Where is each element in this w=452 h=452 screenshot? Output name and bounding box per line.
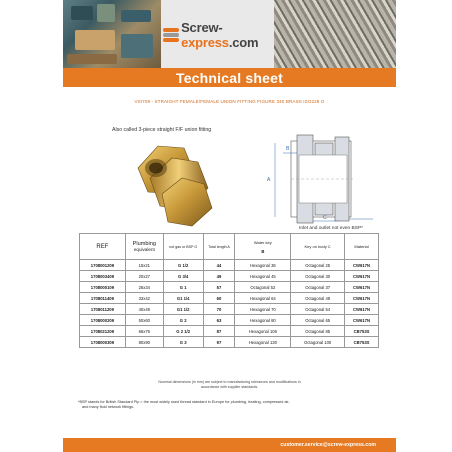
- cell-length: 63: [203, 315, 235, 326]
- cell-thread: G 1: [163, 282, 203, 293]
- cell-plumbing: 40x49: [125, 304, 163, 315]
- cell-plumbing: 33x42: [125, 293, 163, 304]
- cell-ref: 1708000209: [80, 315, 126, 326]
- cell-thread: G 3: [163, 337, 203, 348]
- dimensions-note-line1: Nominal dimensions (in mm) are subject to manufacturing tolerances and modifications in: [158, 380, 301, 384]
- header-thread: not gas or BSP G: [163, 234, 203, 260]
- dimensions-note: [63, 380, 396, 390]
- logo-swoosh-icon: [163, 27, 178, 43]
- header-body-key: Key on body C: [291, 234, 345, 260]
- cell-plumbing: 80x90: [125, 337, 163, 348]
- bsp-footnote-line2: and many fluid network fittings.: [82, 405, 135, 409]
- cell-ref: 1708000309: [80, 337, 126, 348]
- cell-water-key: Hexagonal 45: [235, 271, 291, 282]
- cell-body-key: Octagonal 85: [291, 326, 345, 337]
- banner-title: Technical sheet: [175, 69, 283, 86]
- cell-body-key: Octagonal 30: [291, 271, 345, 282]
- cell-ref: 1708001209: [80, 260, 126, 271]
- cell-material: CW617N: [345, 293, 379, 304]
- table-row: [80, 271, 379, 282]
- product-title: VSI708 - STRAIGHT FEMALE/FEMALE UNION FITTING FIGURE 340 BRASS ISO228 G: [134, 99, 325, 104]
- header-water-key-label: Water key: [253, 239, 272, 245]
- cell-thread: G 2: [163, 315, 203, 326]
- cell-water-key: Octagonal 52: [235, 282, 291, 293]
- header-water-key-b: B: [261, 248, 265, 254]
- cell-water-key: Hexagonal 70: [235, 304, 291, 315]
- table-row: [80, 315, 379, 326]
- table-row: [80, 282, 379, 293]
- cell-body-key: Octagonal 65: [291, 315, 345, 326]
- drawing-label-b: B: [286, 146, 290, 152]
- cell-thread: G 1/2: [163, 260, 203, 271]
- cell-material: CW617N: [345, 271, 379, 282]
- cell-thread: G1 1/4: [163, 293, 203, 304]
- cell-body-key: Octagonal 54: [291, 304, 345, 315]
- drawing-label-c: C: [323, 215, 327, 221]
- table-row: [80, 293, 379, 304]
- logo-suffix: .com: [228, 35, 259, 50]
- cell-water-key: Hexagonal 130: [235, 337, 291, 348]
- cell-material: CW617N: [345, 282, 379, 293]
- header: [63, 0, 396, 68]
- product-subtitle: Also called 3-piece straight F/F union fitting: [112, 127, 212, 133]
- footer-email-link[interactable]: customer.service@screw-express.com: [280, 442, 376, 448]
- cell-body-key: Octagonal 25: [291, 260, 345, 271]
- specification-table: [79, 233, 379, 348]
- header-length: Total length A: [203, 234, 235, 260]
- cell-ref: 1708021209: [80, 326, 126, 337]
- table-row: [80, 260, 379, 271]
- cell-length: 60: [203, 293, 235, 304]
- dimensions-note-line2: accordance with supplier standards.: [200, 385, 259, 389]
- header-water-key: [235, 234, 291, 260]
- cell-length: 49: [203, 271, 235, 282]
- brass-union-fitting-image: [128, 138, 218, 230]
- cell-thread: G 2 1/2: [163, 326, 203, 337]
- table-row: [80, 326, 379, 337]
- banner: [63, 68, 396, 87]
- inlet-note: Inlet and outlet not even BSP*: [299, 226, 364, 231]
- header-plumbing-sub: equivalent: [133, 247, 155, 252]
- cell-length: 70: [203, 304, 235, 315]
- cell-thread: G 3/4: [163, 271, 203, 282]
- cell-length: 44: [203, 260, 235, 271]
- cell-length: 57: [203, 282, 235, 293]
- cell-ref: 1708003409: [80, 271, 126, 282]
- cell-body-key: Octagonal 100: [291, 337, 345, 348]
- header-photo-screws: [274, 0, 396, 68]
- logo-prefix: Screw-: [181, 20, 223, 35]
- bsp-footnote: [78, 400, 378, 410]
- cell-body-key: Octagonal 37: [291, 282, 345, 293]
- technical-drawing: [253, 133, 383, 225]
- cell-material: CW617N: [345, 315, 379, 326]
- cell-material: CW617N: [345, 260, 379, 271]
- cell-plumbing: 66x76: [125, 326, 163, 337]
- header-photo-tools: [63, 0, 161, 68]
- table-row: [80, 337, 379, 348]
- cell-water-key: Hexagonal 80: [235, 315, 291, 326]
- cell-plumbing: 26x34: [125, 282, 163, 293]
- cell-plumbing: 50x60: [125, 315, 163, 326]
- cell-water-key: Hexagonal 36: [235, 260, 291, 271]
- cell-plumbing: 20x27: [125, 271, 163, 282]
- bsp-footnote-line1: *BSP stands for British Standard Pip = the most widely used thread standard in Europe for plumbing, heating, compressed air,: [78, 400, 290, 404]
- table-row: [80, 304, 379, 315]
- table-header-row: [80, 234, 379, 260]
- cell-thread: G1 1/2: [163, 304, 203, 315]
- cell-water-key: Hexagonal 106: [235, 326, 291, 337]
- cell-material: CB753S: [345, 326, 379, 337]
- cell-plumbing: 15x21: [125, 260, 163, 271]
- cell-length: 97: [203, 337, 235, 348]
- logo-accent: express: [181, 35, 229, 50]
- cell-material: CW617N: [345, 304, 379, 315]
- technical-sheet-page: [63, 0, 396, 452]
- footer: [63, 438, 396, 452]
- header-material: Material: [345, 234, 379, 260]
- cell-length: 87: [203, 326, 235, 337]
- cell-ref: 1708011209: [80, 304, 126, 315]
- cell-water-key: Hexagonal 64: [235, 293, 291, 304]
- cell-ref: 1708000109: [80, 282, 126, 293]
- cell-ref: 1708011409: [80, 293, 126, 304]
- header-plumbing: [125, 234, 163, 260]
- header-ref: REF: [80, 234, 126, 260]
- cell-material: CB753S: [345, 337, 379, 348]
- drawing-label-a: A: [267, 177, 271, 183]
- cell-body-key: Octagonal 48: [291, 293, 345, 304]
- header-plumbing-label: Plumbing: [132, 241, 156, 247]
